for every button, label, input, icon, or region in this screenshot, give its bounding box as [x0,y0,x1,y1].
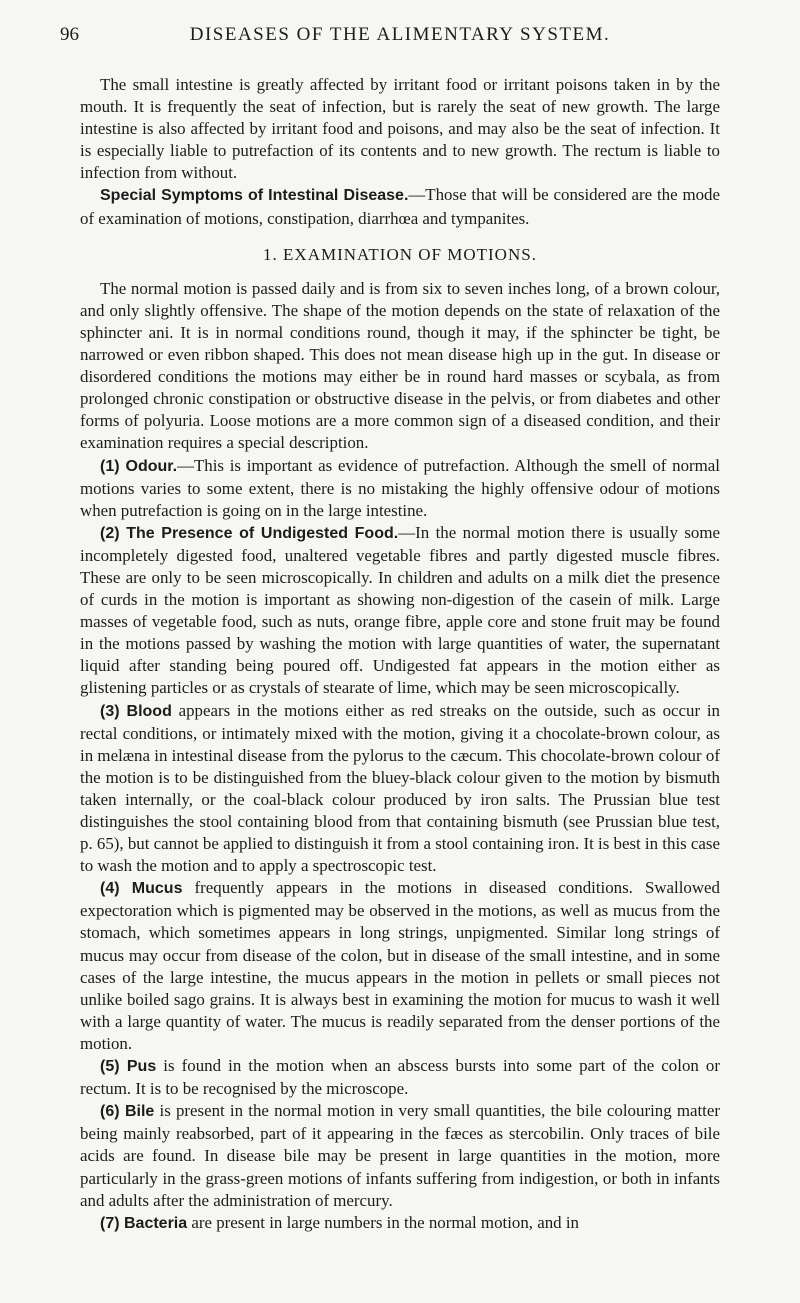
item-text: is present in the normal motion in very small quantities, the bile colouring matter being mainly reabsorbed, part of it appearing in the fæces as stercobilin. Only traces of bile acids are found. In disease bile may be present in large quantities in the motion, more particularly in the grass-green motions of infants suffering from indigestion, or both in infants and adults after the administration of mercury. [80,1101,720,1210]
item-text: frequently appears in the motions in diseased conditions. Swallowed expectoration which is pigmented may be observed in the motions, as well as mucus from the stomach, which sometimes appears in long strings, unpigmented. Similar long strings of mucus may occur from disease of the colon, but in disease of the small intestine, and in some cases of the large intestine, the mucus appears in the motion in pellets or small pieces not unlike boiled sago grains. It is always best in examining the motion for mucus to wash it well with a large quantity of water. The mucus is readily separated from the denser portions of the motion. [80,878,720,1053]
special-symptoms-text: —Those that will be considered are the mode of examination of motions, constipation, diarrhœa and tympanites. [80,185,720,228]
page-header [60,24,740,54]
item-text: are present in large numbers in the normal motion, and in [187,1212,579,1232]
item-heading: (1) Odour. [100,457,178,475]
item-heading: (4) Mucus [100,880,183,898]
section-title: 1. EXAMINATION OF MOTIONS. [263,244,537,264]
item-blood [80,700,720,878]
item-heading: (3) Blood [100,702,172,720]
special-symptoms-paragraph [80,184,720,229]
special-symptoms-heading: Special Symptoms of Intestinal Disease. [100,187,409,205]
item-mucus [80,877,720,1055]
item-text: —In the normal motion there is usually some incompletely digested food, unaltered vegetable fibres and partly digested muscle fibres. These are only to be seen microscopically. In children and adults on a milk diet the presence of curds in the motion is important as showing non-digestion of the casein of milk. Large masses of vegetable food, such as nuts, orange fibre, apple core and stone fruit may be found in the motions passed by washing the motion with large quantities of water, the supernatant liquid after standing being poured off. Undigested fat appears in the motion either as glistening particles or as crystals of stearate of lime, which may be seen microscopically. [80,522,720,698]
item-bacteria [80,1212,720,1235]
item-undigested-food [80,522,720,700]
item-text: is found in the motion when an abscess bursts into some part of the colon or rectum. It is to be recognised by the microscope. [80,1056,720,1099]
intro-paragraph: The small intestine is greatly affected by irritant food or irritant poisons taken in by the mouth. It is frequently the seat of infection, but is rarely the seat of new growth. The large intestine is also affected by irritant food and poisons, and may also be the seat of infection. It is especially liable to putrefaction of its contents and to new growth. The rectum is liable to infection from without. [80,75,720,183]
item-heading: (6) Bile [100,1103,155,1121]
item-heading: (7) Bacteria [100,1214,188,1232]
item-text: —This is important as evidence of putrefaction. Although the smell of normal motions varies to some extent, there is no mistaking the highly offensive odour of motions when putrefaction is going on in the large intestine. [80,455,720,520]
item-heading: (5) Pus [100,1058,157,1076]
item-heading: (2) The Presence of Undigested Food. [100,524,399,542]
item-pus [80,1055,720,1100]
item-bile [80,1100,720,1211]
page-body [80,74,720,1235]
section-paragraph: The normal motion is passed daily and is from six to seven inches long, of a brown colour, and only slightly offensive. The shape of the motion depends on the state of relaxation of the sphincter ani. It is in normal conditions round, though it may, if the sphincter be tight, be narrowed or even ribbon shaped. This does not mean disease high up in the gut. In disease or disordered conditions the motions may either be in round hard masses or scybala, as from prolonged chronic constipation or obstructive disease in the pelvis, or from diabetes and other forms of polyuria. Loose motions are a more common sign of a diseased condition, and their examination requires a special description. [80,278,720,453]
page-number: 96 [60,24,79,45]
running-title: DISEASES OF THE ALIMENTARY SYSTEM. [189,24,611,45]
item-odour [80,455,720,522]
item-text: appears in the motions either as red streaks on the outside, such as occur in rectal conditions, or intimately mixed with the motion, giving it a chocolate-brown colour, as in melæna in intestinal disease from the pylorus to the cæcum. This chocolate-brown colour of the motion is to be distinguished from the bluey-black colour given to the motion by bismuth taken internally, or the coal-black colour produced by iron salts. The Prussian blue test distinguishes the stool containing blood from that containing bismuth (see Prussian blue test, p. 65), but cannot be applied to distinguish it from a stool containing iron. It is best in this case to wash the motion and to apply a spectroscopic test. [80,700,720,876]
